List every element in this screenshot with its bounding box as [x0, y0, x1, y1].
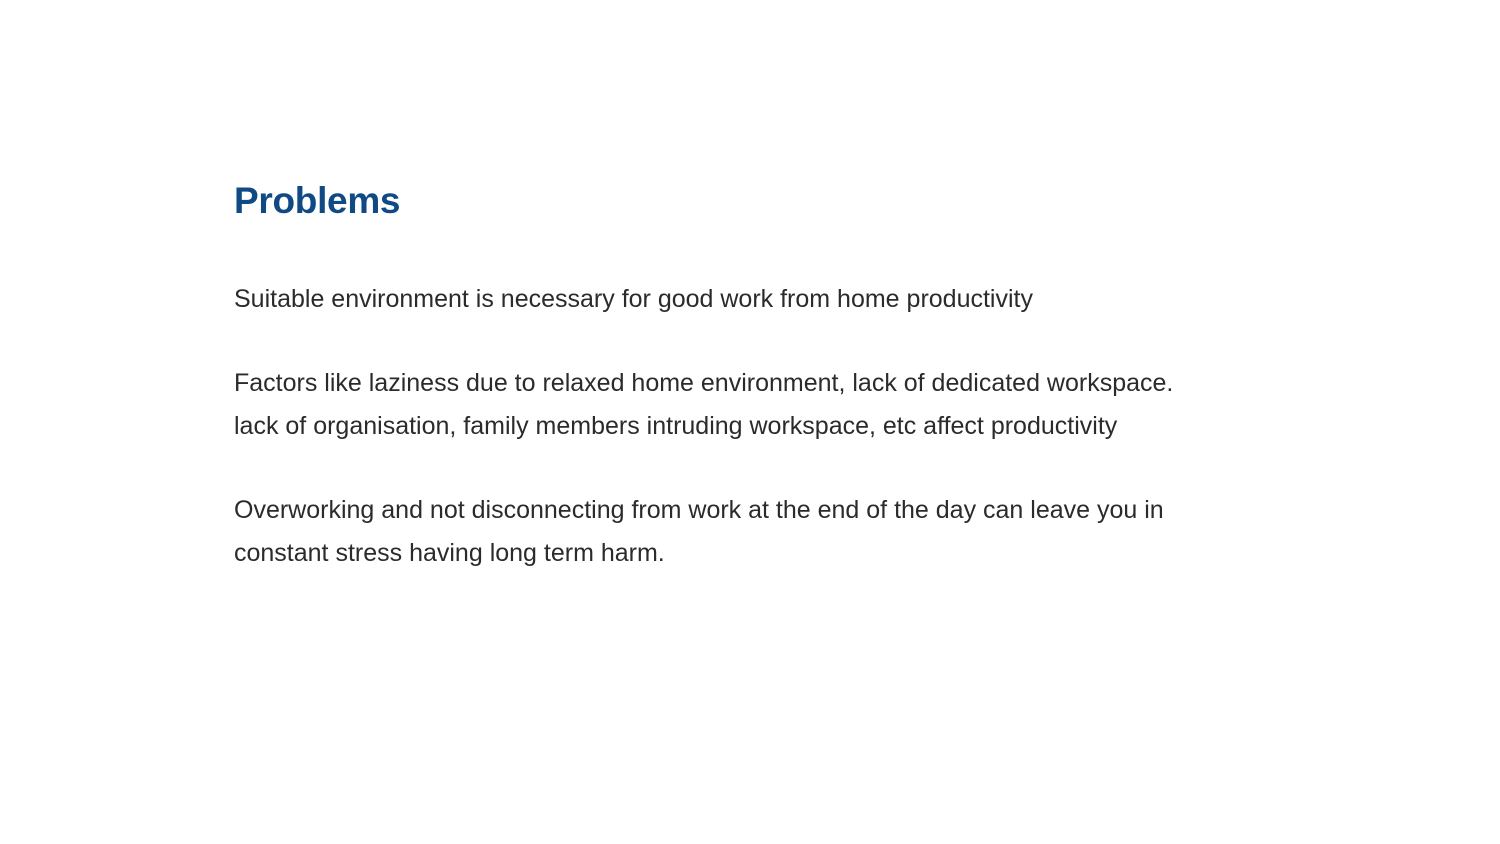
- paragraph-overworking: [234, 489, 1274, 574]
- paragraph-line: Suitable environment is necessary for good work from home productivity: [234, 285, 1033, 313]
- paragraph-line: constant stress having long term harm.: [234, 538, 665, 567]
- paragraph-line: Overworking and not disconnecting from work at the end of the day can leave you in: [234, 496, 1164, 524]
- paragraph-line: lack of organisation, family members intruding workspace, etc affect productivity: [234, 411, 1118, 440]
- paragraph-factors: [234, 362, 1274, 447]
- paragraph-environment: [234, 278, 1274, 321]
- slide-title: Problems: [234, 180, 401, 221]
- paragraph-line: Factors like laziness due to relaxed home environment, lack of dedicated workspace.: [234, 369, 1174, 397]
